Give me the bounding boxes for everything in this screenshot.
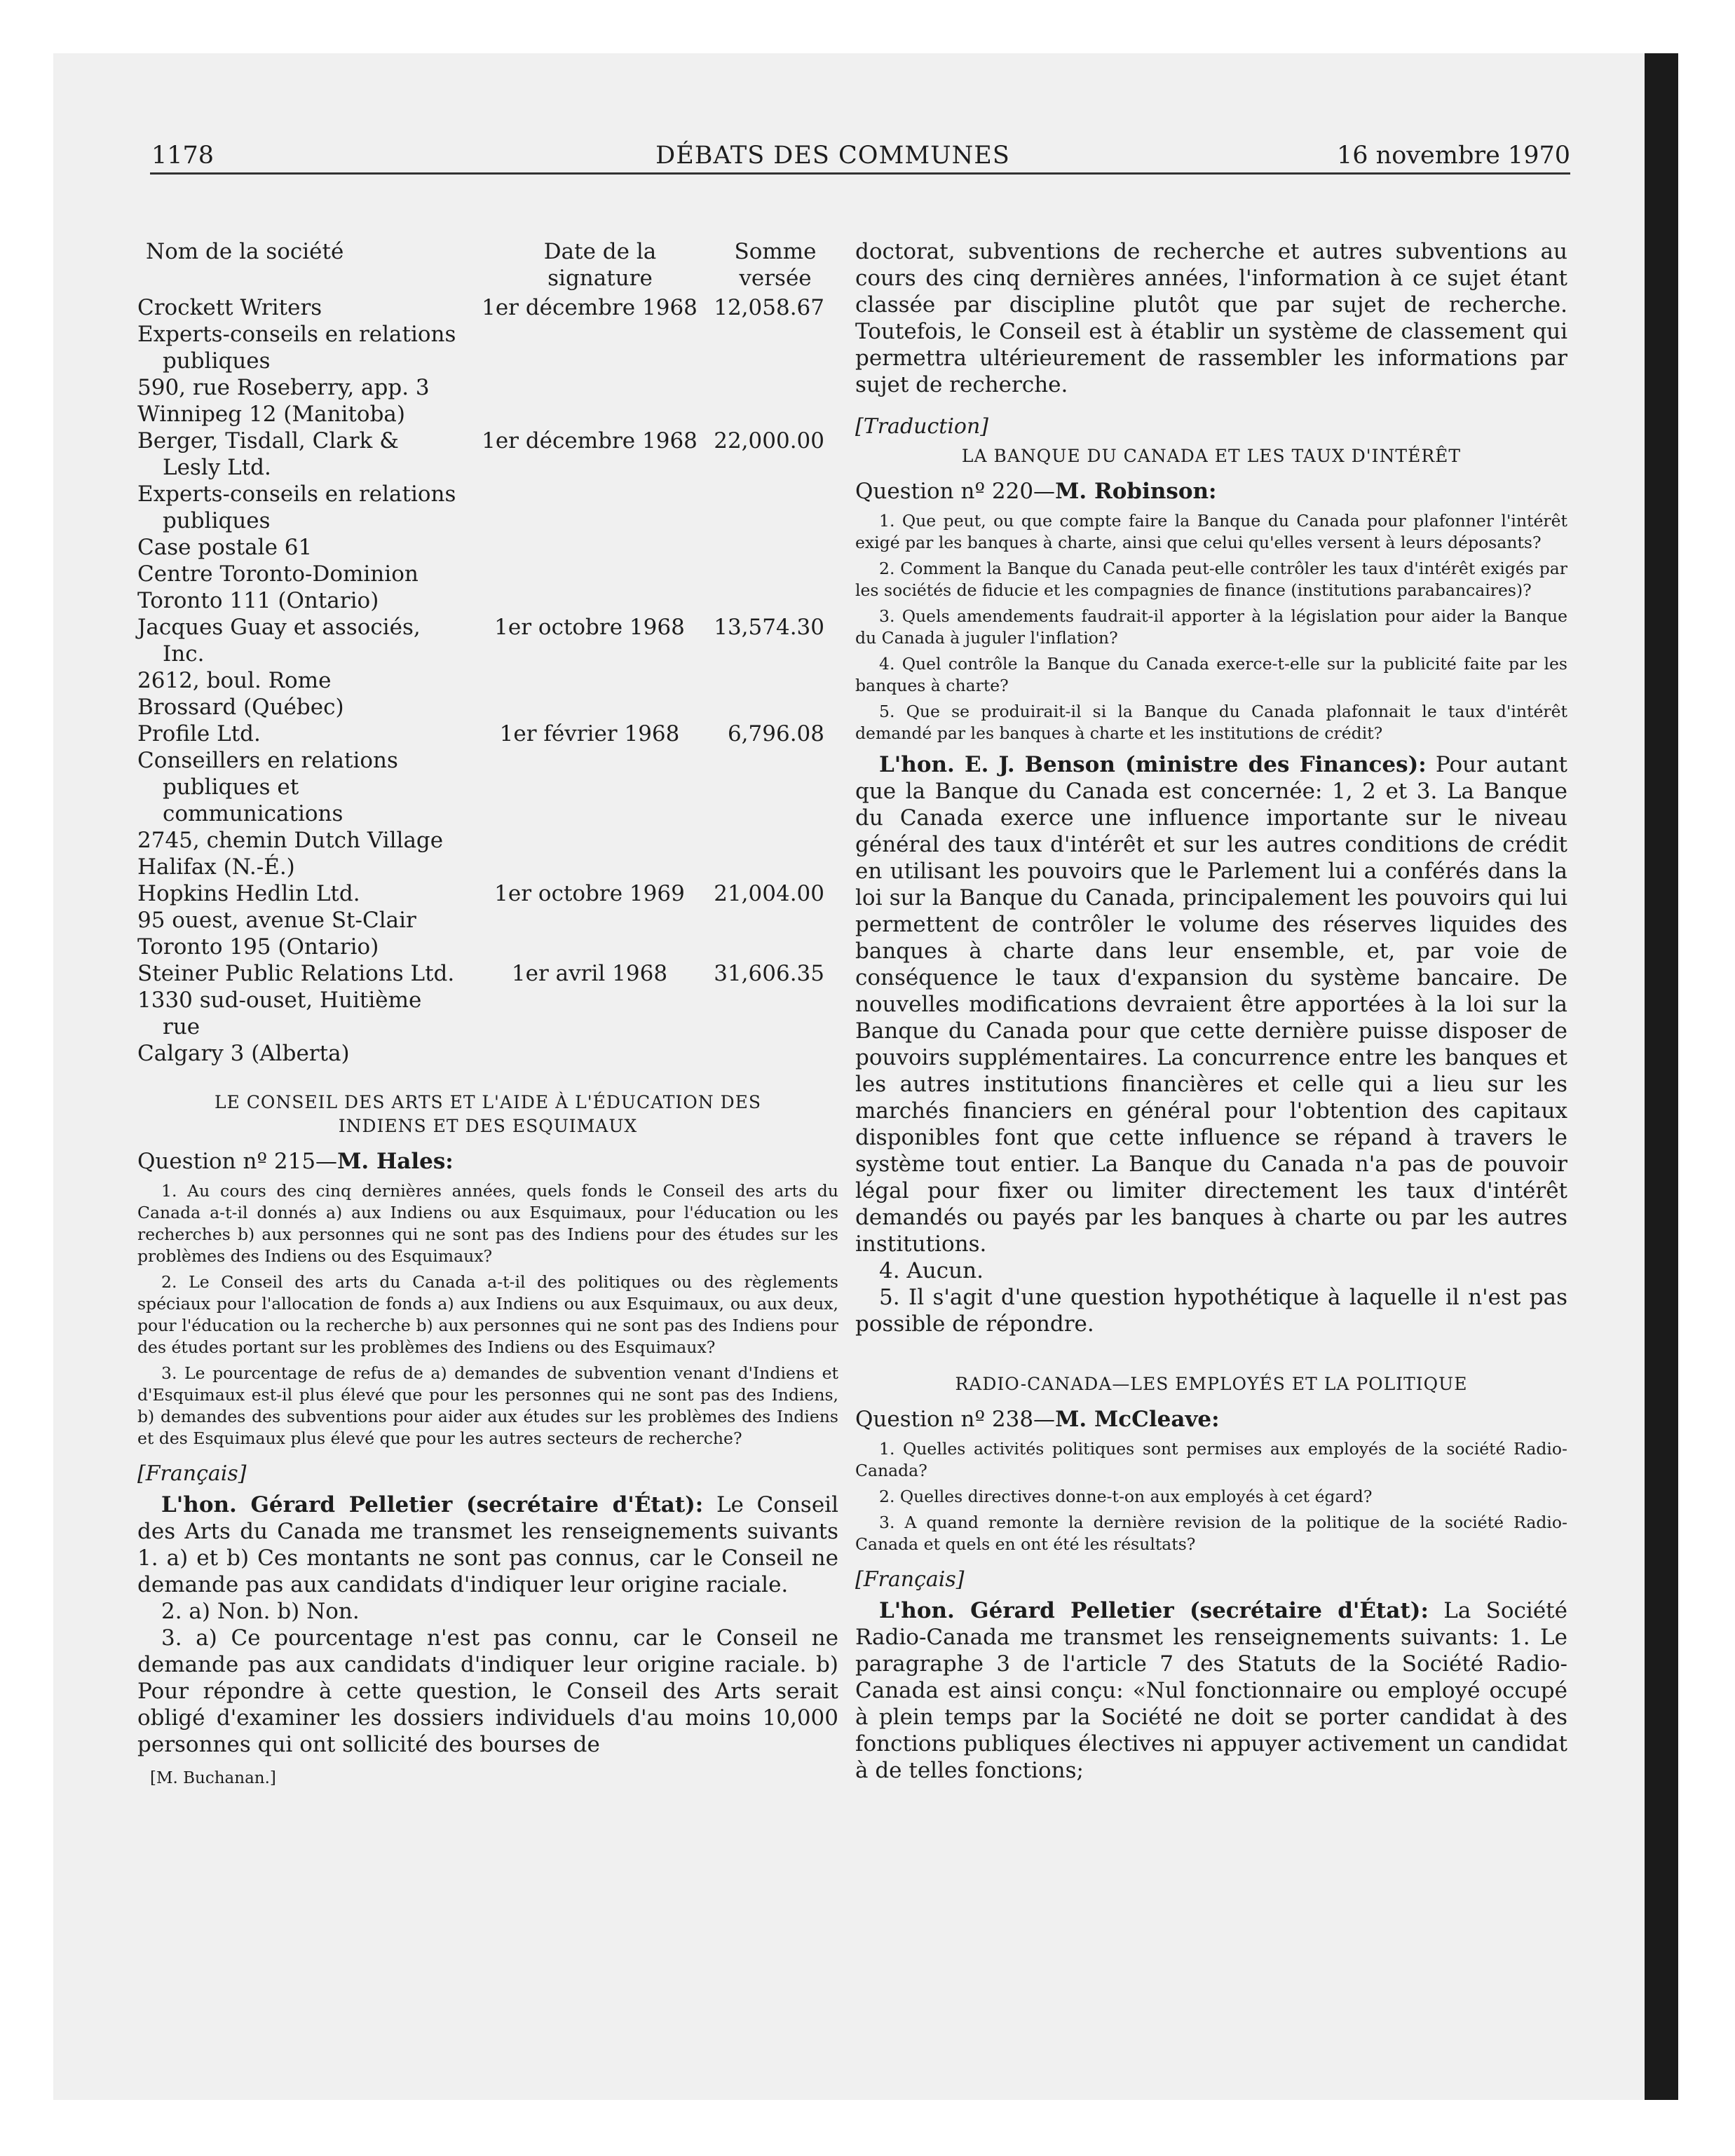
header-rule [150,172,1570,175]
company-line: Centre Toronto-Dominion [137,561,419,587]
radio-question-1: 1. Quelles activités politiques sont permises aux employés de la société Radio-Canada? [855,1439,1567,1480]
page-number: 1178 [151,142,215,170]
company-line: Toronto 195 (Ontario) [137,934,379,960]
signature-date: 1er octobre 1968 [494,615,685,640]
answer-5: 5. Il s'agit d'une question hypothétique à laquelle il n'est pas possible de répondre. [855,1285,1567,1337]
table-header [137,238,838,294]
table-rows [137,294,838,1067]
company-line: 590, rue Roseberry, app. 3 [137,375,430,400]
company-line: Crockett Writers [137,295,322,320]
translation-tag: [Traduction] [855,414,989,439]
amount-paid: 12,058.67 [714,295,824,320]
question-1: 1. Au cours des cinq dernières années, quels fonds le Conseil des arts du Canada a-t-il donnés a) aux Indiens ou aux Esquimaux, pour l'éducation ou les recherches b) aux personnes qui ne sont pas des Indiens pour des études sur les problèmes des Indiens ou des Esquimaux? [137,1181,838,1266]
journal-title: DÉBATS DES COMMUNES [655,142,1010,170]
table-row [137,614,838,721]
col-amount-line2: versée [739,266,812,291]
company-cell [137,960,460,1067]
amount-paid: 31,606.35 [714,961,824,986]
question-220-prefix: Question nº 220— [855,479,1056,504]
pelletier-answer: La Société Radio-Canada me transmet les renseignements suivants: 1. Le paragraphe 3 de l'article 7 des Statuts de la Société Radio-Canada est ainsi conçu: «Nul fonctionnaire ou employé occupé à plein temps par la Société ne doit se porter candidat à des fonctions publiques électives ni appuyer activement un candidat à de telles fonctions; [855,1598,1567,1783]
company-line: 2745, chemin Dutch Village [137,828,444,853]
company-line: Winnipeg 12 (Manitoba) [137,402,406,427]
answer-1: Le Conseil des Arts du Canada me transmet les renseignements suivants 1. a) et b) Ces montants ne sont pas connus, car le Conseil ne demande pas aux candidats d'indiquer leur origine raciale. [137,1492,838,1597]
amount-paid: 21,004.00 [714,881,824,906]
bank-question-5: 5. Que se produirait-il si la Banque du Canada plafonnait le taux d'intérêt demandé par les banques à charte et les institutions de crédit? [855,702,1567,743]
col-date-line1: Date de la [543,239,657,264]
table-row [137,428,838,614]
speaker: L'hon. Gérard Pelletier (secrétaire d'État): [161,1492,704,1517]
company-line: Steiner Public Relations Ltd. [137,961,455,986]
company-line: 1330 sud-ouset, Huitième rue [137,988,422,1039]
company-line: Profile Ltd. [137,721,261,746]
signature-date: 1er février 1968 [499,721,680,746]
answer-2: 2. a) Non. b) Non. [161,1599,360,1624]
benson-answer: Pour autant que la Banque du Canada est concernée: 1, 2 et 3. La Banque du Canada exerce une influence importante sur le niveau général des taux d'intérêt et sur les autres conditions de crédit en utilisant les pouvoirs que le Parlement lui a conférés dans la loi sur la Banque du Canada, principalement les pouvoirs qui lui permettent de contrôler le volume des réserves liquides des banques à charte dans leur ensemble, et, par voie de conséquence le taux d'expansion du système bancaire. De nouvelles modifications devraient être apportées à la loi sur la Banque du Canada pour que cette dernière puisse disposer de pouvoirs supplémentaires. La concurrence entre les banques et les autres institutions financières et celle qui a lieu sur les marchés financiers en général pour l'obtention des capitaux disponibles font que cette influence se répand à travers le système tout entier. La Banque du Canada n'a pas de pouvoir légal pour fixer ou limiter directement les taux d'intérêt demandés ou payés par les banques à charte ou par les autres institutions. [855,752,1567,1257]
section-title: LE CONSEIL DES ARTS ET L'AIDE À L'ÉDUCATION DES INDIENS ET DES ESQUIMAUX [214,1092,762,1136]
amount-paid: 6,796.08 [727,721,824,746]
question-prefix: Question nº 215— [137,1149,338,1174]
pelletier-answer-paragraph [855,1597,1567,1784]
company-cell [137,428,460,614]
company-line: Calgary 3 (Alberta) [137,1041,350,1066]
table-row [137,294,838,428]
company-line: Experts-conseils en relations publiques [137,482,456,533]
signature-date: 1er octobre 1969 [494,881,685,906]
company-line: Halifax (N.-É.) [137,854,295,880]
col-date-line2: signature [547,266,653,291]
section-title-bank: LA BANQUE DU CANADA ET LES TAUX D'INTÉRÊT [961,446,1462,466]
company-line: Brossard (Québec) [137,695,344,720]
right-column [855,238,1567,1784]
answer-3: 3. a) Ce pourcentage n'est pas connu, car le Conseil ne demande pas aux candidats d'indiquer leur origine raciale. b) Pour répondre à cette question, le Conseil des Arts serait obligé d'examiner les dossiers individuels d'au moins 10,000 personnes qui ont sollicité des bourses de [137,1625,838,1757]
company-cell [137,880,460,960]
question-2: 2. Le Conseil des arts du Canada a-t-il des politiques ou des règlements spéciaux pour l'allocation de fonds a) aux Indiens ou aux Esquimaux, ou aux deux, pour l'éducation ou la recherche b) aux personnes qui ne sont pas des Indiens pour des études portant sur les problèmes des Indiens ou des Esquimaux? [137,1272,838,1357]
bank-question-3: 3. Quels amendements faudrait-il apporter à la législation pour aider la Banque du Canada à juguler l'inflation? [855,606,1567,648]
page-header [95,139,1570,172]
question-238-member: M. McCleave: [1055,1407,1220,1432]
table-row [137,960,838,1067]
company-line: Case postale 61 [137,535,313,560]
benson-speaker: L'hon. E. J. Benson (ministre des Finances): [879,752,1427,777]
question-238-prefix: Question nº 238— [855,1407,1056,1432]
col-date-header [516,238,684,292]
radio-question-3: 3. A quand remonte la dernière revision de la politique de la société Radio-Canada et quels en ont été les résultats? [855,1513,1567,1554]
signature-date: 1er décembre 1968 [482,428,698,453]
footer-note: [M. Buchanan.] [150,1769,276,1787]
company-line: Experts-conseils en relations publiques [137,322,456,374]
question-238-heading [855,1406,1567,1433]
question-heading [137,1148,838,1175]
bank-question-2: 2. Comment la Banque du Canada peut-elle contrôler les taux d'intérêt exigés par les sociétés de fiducie et les compagnies de finance (institutions parabancaires)? [855,559,1567,600]
company-cell [137,294,460,428]
company-cell [137,721,460,880]
answer-paragraph [137,1492,838,1598]
answer-4: 4. Aucun. [879,1258,984,1283]
bank-question-4: 4. Quel contrôle la Banque du Canada exerce-t-elle sur la publicité faite par les banques à charte? [855,654,1567,695]
continuation-paragraph: doctorat, subventions de recherche et autres subventions au cours des cinq dernières années, l'information à ce sujet étant classée par discipline plutôt que par sujet de recherche. Toutefois, le Conseil est à établir un système de classement qui permettra ultérieurement de rassembler les informations par sujet de recherche. [855,239,1567,397]
company-line: 95 ouest, avenue St-Clair [137,908,416,933]
company-cell [137,614,460,721]
company-line: Conseillers en relations publiques et communications [137,748,398,826]
company-line: Hopkins Hedlin Ltd. [137,881,360,906]
pelletier-speaker: L'hon. Gérard Pelletier (secrétaire d'État): [879,1598,1429,1623]
left-column [137,238,838,1789]
question-member: M. Hales: [337,1149,454,1174]
bank-question-1: 1. Que peut, ou que compte faire la Banque du Canada pour plafonner l'intérêt exigé par les banques à charte, ainsi que celui qu'elles versent à leurs déposants? [855,511,1567,552]
amount-paid: 13,574.30 [714,615,824,640]
company-line: 2612, boul. Rome [137,668,332,693]
company-line: Jacques Guay et associés, Inc. [137,615,421,667]
question-220-member: M. Robinson: [1055,479,1217,504]
col-name-header: Nom de la société [146,239,344,264]
signature-date: 1er avril 1968 [511,961,668,986]
col-amount-line1: Somme [734,239,817,264]
section-title-radio: RADIO-CANADA—LES EMPLOYÉS ET LA POLITIQUE [955,1374,1468,1394]
language-tag: [Français] [137,1461,247,1486]
scan-edge-bar [1645,53,1678,2100]
signature-date: 1er décembre 1968 [482,295,698,320]
table-row [137,721,838,880]
amount-paid: 22,000.00 [714,428,824,453]
language-tag-2: [Français] [855,1567,965,1592]
table-row [137,880,838,960]
page-date: 16 novembre 1970 [1337,142,1570,170]
question-3: 3. Le pourcentage de refus de a) demandes de subvention venant d'Indiens et d'Esquimaux est-il plus élevé que pour les personnes qui ne sont pas des Indiens, b) demandes des subventions pour aider aux études sur les problèmes des Indiens et des Esquimaux plus élevé que pour les autres secteurs de recherche? [137,1363,838,1448]
question-220-heading [855,478,1567,505]
company-line: Berger, Tisdall, Clark & Lesly Ltd. [137,428,399,480]
radio-question-2: 2. Quelles directives donne-t-on aux employés à cet égard? [879,1487,1373,1506]
col-amount-header [712,238,838,292]
benson-answer-paragraph [855,751,1567,1257]
company-line: Toronto 111 (Ontario) [137,588,379,613]
